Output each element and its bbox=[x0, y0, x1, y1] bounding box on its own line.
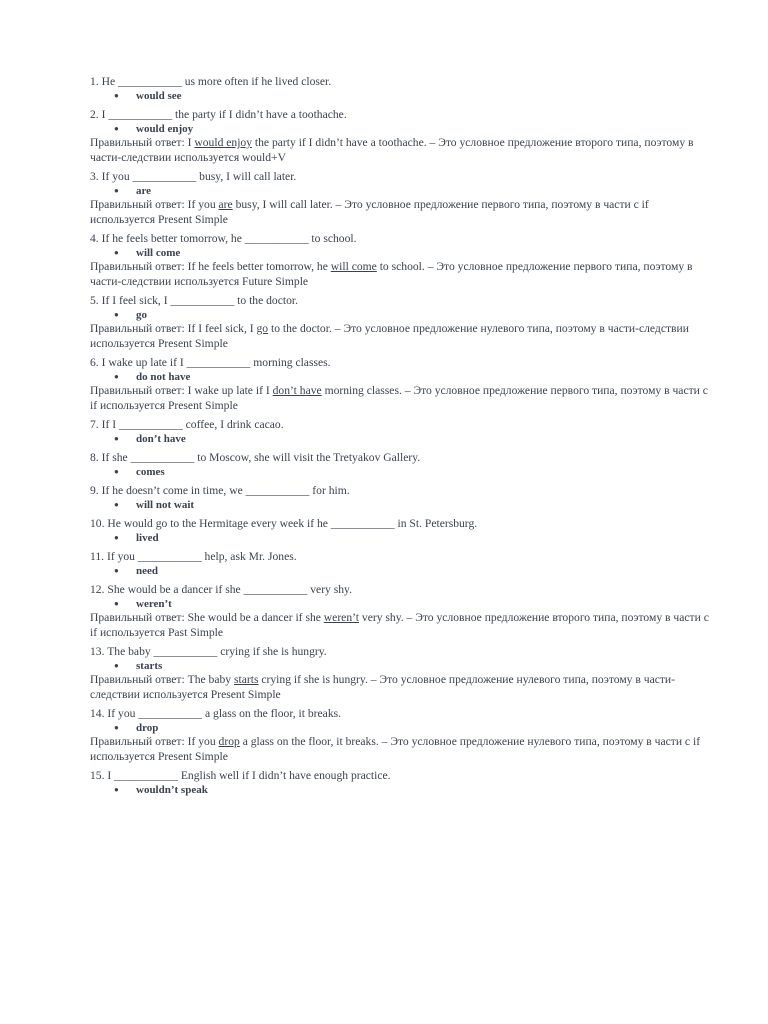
explanation-prefix: Правильный ответ: The baby bbox=[90, 673, 234, 686]
question-number: 3. bbox=[90, 170, 99, 183]
answer-text: would enjoy bbox=[136, 123, 194, 135]
question-sentence: He ___________ us more often if he lived closer. bbox=[101, 75, 332, 88]
explanation-prefix: Правильный ответ: If I feel sick, I bbox=[90, 322, 257, 335]
question-text bbox=[90, 516, 712, 531]
question-number: 6. bbox=[90, 356, 99, 369]
explanation-text bbox=[90, 198, 712, 227]
answer-bullet-item bbox=[90, 308, 712, 322]
question-item bbox=[90, 483, 712, 512]
question-text bbox=[90, 169, 712, 184]
bullet-icon: ● bbox=[114, 566, 119, 575]
question-item bbox=[90, 231, 712, 289]
answer-text: comes bbox=[136, 466, 165, 478]
explanation-underlined-answer: will come bbox=[330, 260, 377, 273]
question-number: 4. bbox=[90, 232, 99, 245]
explanation-text bbox=[90, 611, 712, 640]
bullet-icon: ● bbox=[114, 723, 119, 732]
answer-text: need bbox=[136, 565, 158, 577]
question-sentence: I ___________ the party if I didn’t have a toothache. bbox=[101, 108, 347, 121]
question-item bbox=[90, 107, 712, 165]
question-sentence: The baby ___________ crying if she is hungry. bbox=[107, 645, 327, 658]
bullet-icon: ● bbox=[114, 500, 119, 509]
question-sentence: If you ___________ a glass on the floor, it breaks. bbox=[107, 707, 342, 720]
question-text bbox=[90, 549, 712, 564]
bullet-icon: ● bbox=[114, 785, 119, 794]
question-item bbox=[90, 169, 712, 227]
question-item bbox=[90, 74, 712, 103]
answer-text: weren’t bbox=[136, 598, 172, 610]
question-number: 14. bbox=[90, 707, 105, 720]
question-sentence: If she ___________ to Moscow, she will visit the Tretyakov Gallery. bbox=[101, 451, 421, 464]
answer-text: do not have bbox=[136, 371, 191, 383]
bullet-icon: ● bbox=[114, 434, 119, 443]
answer-text: go bbox=[136, 309, 147, 321]
bullet-icon: ● bbox=[114, 533, 119, 542]
answer-text: lived bbox=[136, 532, 159, 544]
question-text bbox=[90, 450, 712, 465]
question-number: 1. bbox=[90, 75, 99, 88]
question-number: 15. bbox=[90, 769, 105, 782]
question-text bbox=[90, 355, 712, 370]
question-item bbox=[90, 293, 712, 351]
question-text bbox=[90, 231, 712, 246]
answer-bullet-item bbox=[90, 597, 712, 611]
explanation-suffix: to the doctor. – Это условное предложение нулевого типа, поэтому в части-следствии используется Present Simple bbox=[90, 322, 689, 350]
answer-text: would see bbox=[136, 90, 182, 102]
explanation-suffix: very shy. – Это условное предложение второго типа, поэтому в части с if используется Past Simple bbox=[90, 611, 709, 639]
answer-bullet-item bbox=[90, 659, 712, 673]
question-sentence: If I feel sick, I ___________ to the doctor. bbox=[101, 294, 299, 307]
explanation-prefix: Правильный ответ: I bbox=[90, 136, 195, 149]
explanation-text bbox=[90, 673, 712, 702]
question-text bbox=[90, 768, 712, 783]
answer-text: are bbox=[136, 185, 152, 197]
question-sentence: If he doesn’t come in time, we ___________ for him. bbox=[101, 484, 350, 497]
question-number: 13. bbox=[90, 645, 105, 658]
bullet-icon: ● bbox=[114, 248, 119, 257]
answer-text: starts bbox=[136, 660, 163, 672]
question-number: 5. bbox=[90, 294, 99, 307]
answer-bullet-item bbox=[90, 498, 712, 512]
answer-bullet-item bbox=[90, 184, 712, 198]
explanation-underlined-answer: would enjoy bbox=[194, 136, 253, 149]
explanation-suffix: a glass on the floor, it breaks. – Это условное предложение нулевого типа, поэтому в части с if используется Present Simple bbox=[90, 735, 701, 763]
question-item bbox=[90, 417, 712, 446]
question-sentence: I ___________ English well if I didn’t have enough practice. bbox=[107, 769, 391, 782]
answer-bullet-item bbox=[90, 531, 712, 545]
explanation-suffix: crying if she is hungry. – Это условное предложение нулевого типа, поэтому в части-следствии используется Present Simple bbox=[90, 673, 675, 701]
answer-bullet-item bbox=[90, 370, 712, 384]
bullet-icon: ● bbox=[114, 467, 119, 476]
answer-bullet-item bbox=[90, 465, 712, 479]
question-number: 10. bbox=[90, 517, 105, 530]
question-text bbox=[90, 706, 712, 721]
question-text bbox=[90, 483, 712, 498]
explanation-suffix: the party if I didn’t have a toothache. – Это условное предложение второго типа, поэтому в части-следствии используется would+V bbox=[90, 136, 694, 164]
question-number: 2. bbox=[90, 108, 99, 121]
explanation-underlined-answer: go bbox=[256, 322, 269, 335]
explanation-text bbox=[90, 260, 712, 289]
question-sentence: If I ___________ coffee, I drink cacao. bbox=[101, 418, 284, 431]
question-sentence: If he feels better tomorrow, he ___________ to school. bbox=[101, 232, 357, 245]
question-text bbox=[90, 74, 712, 89]
question-item bbox=[90, 355, 712, 413]
question-sentence: He would go to the Hermitage every week if he ___________ in St. Petersburg. bbox=[107, 517, 478, 530]
answer-bullet-item bbox=[90, 89, 712, 103]
question-text bbox=[90, 293, 712, 308]
explanation-underlined-answer: weren’t bbox=[323, 611, 359, 624]
bullet-icon: ● bbox=[114, 599, 119, 608]
answer-bullet-item bbox=[90, 564, 712, 578]
explanation-text bbox=[90, 322, 712, 351]
question-number: 9. bbox=[90, 484, 99, 497]
explanation-underlined-answer: starts bbox=[233, 673, 259, 686]
question-item bbox=[90, 549, 712, 578]
question-number: 12. bbox=[90, 583, 105, 596]
explanation-prefix: Правильный ответ: If you bbox=[90, 198, 219, 211]
question-text bbox=[90, 417, 712, 432]
answer-bullet-item bbox=[90, 432, 712, 446]
answer-text: will come bbox=[136, 247, 181, 259]
answer-text: drop bbox=[136, 722, 159, 734]
explanation-text bbox=[90, 136, 712, 165]
question-text bbox=[90, 644, 712, 659]
question-number: 11. bbox=[90, 550, 105, 563]
explanation-suffix: morning classes. – Это условное предложение первого типа, поэтому в части с if используется Present Simple bbox=[90, 384, 708, 412]
bullet-icon: ● bbox=[114, 186, 119, 195]
explanation-text bbox=[90, 384, 712, 413]
question-sentence: I wake up late if I ___________ morning classes. bbox=[101, 356, 331, 369]
question-sentence: If you ___________ busy, I will call later. bbox=[101, 170, 297, 183]
question-number: 8. bbox=[90, 451, 99, 464]
bullet-icon: ● bbox=[114, 91, 119, 100]
answer-bullet-item bbox=[90, 246, 712, 260]
explanation-prefix: Правильный ответ: If he feels better tomorrow, he bbox=[90, 260, 331, 273]
answer-text: don’t have bbox=[136, 433, 186, 445]
question-sentence: If you ___________ help, ask Mr. Jones. bbox=[106, 550, 297, 563]
explanation-prefix: Правильный ответ: If you bbox=[90, 735, 219, 748]
question-text bbox=[90, 582, 712, 597]
question-item bbox=[90, 706, 712, 764]
explanation-suffix: busy, I will call later. – Это условное предложение первого типа, поэтому в части с if используется Present Simple bbox=[90, 198, 649, 226]
answer-bullet-item bbox=[90, 783, 712, 797]
question-number: 7. bbox=[90, 418, 99, 431]
question-sentence: She would be a dancer if she ___________ very shy. bbox=[107, 583, 353, 596]
question-item bbox=[90, 768, 712, 797]
answer-text: wouldn’t speak bbox=[136, 784, 208, 796]
question-item bbox=[90, 644, 712, 702]
bullet-icon: ● bbox=[114, 661, 119, 670]
explanation-text bbox=[90, 735, 712, 764]
explanation-prefix: Правильный ответ: I wake up late if I bbox=[90, 384, 273, 397]
bullet-icon: ● bbox=[114, 372, 119, 381]
question-text bbox=[90, 107, 712, 122]
explanation-underlined-answer: are bbox=[218, 198, 233, 211]
explanation-underlined-answer: drop bbox=[218, 735, 240, 748]
question-item bbox=[90, 516, 712, 545]
question-item bbox=[90, 582, 712, 640]
explanation-prefix: Правильный ответ: She would be a dancer if she bbox=[90, 611, 324, 624]
bullet-icon: ● bbox=[114, 124, 119, 133]
explanation-underlined-answer: don’t have bbox=[272, 384, 322, 397]
explanation-suffix: to school. – Это условное предложение первого типа, поэтому в части-следствии используется Future Simple bbox=[90, 260, 693, 288]
answer-bullet-item bbox=[90, 721, 712, 735]
answer-text: will not wait bbox=[136, 499, 195, 511]
bullet-icon: ● bbox=[114, 310, 119, 319]
question-item bbox=[90, 450, 712, 479]
answer-bullet-item bbox=[90, 122, 712, 136]
